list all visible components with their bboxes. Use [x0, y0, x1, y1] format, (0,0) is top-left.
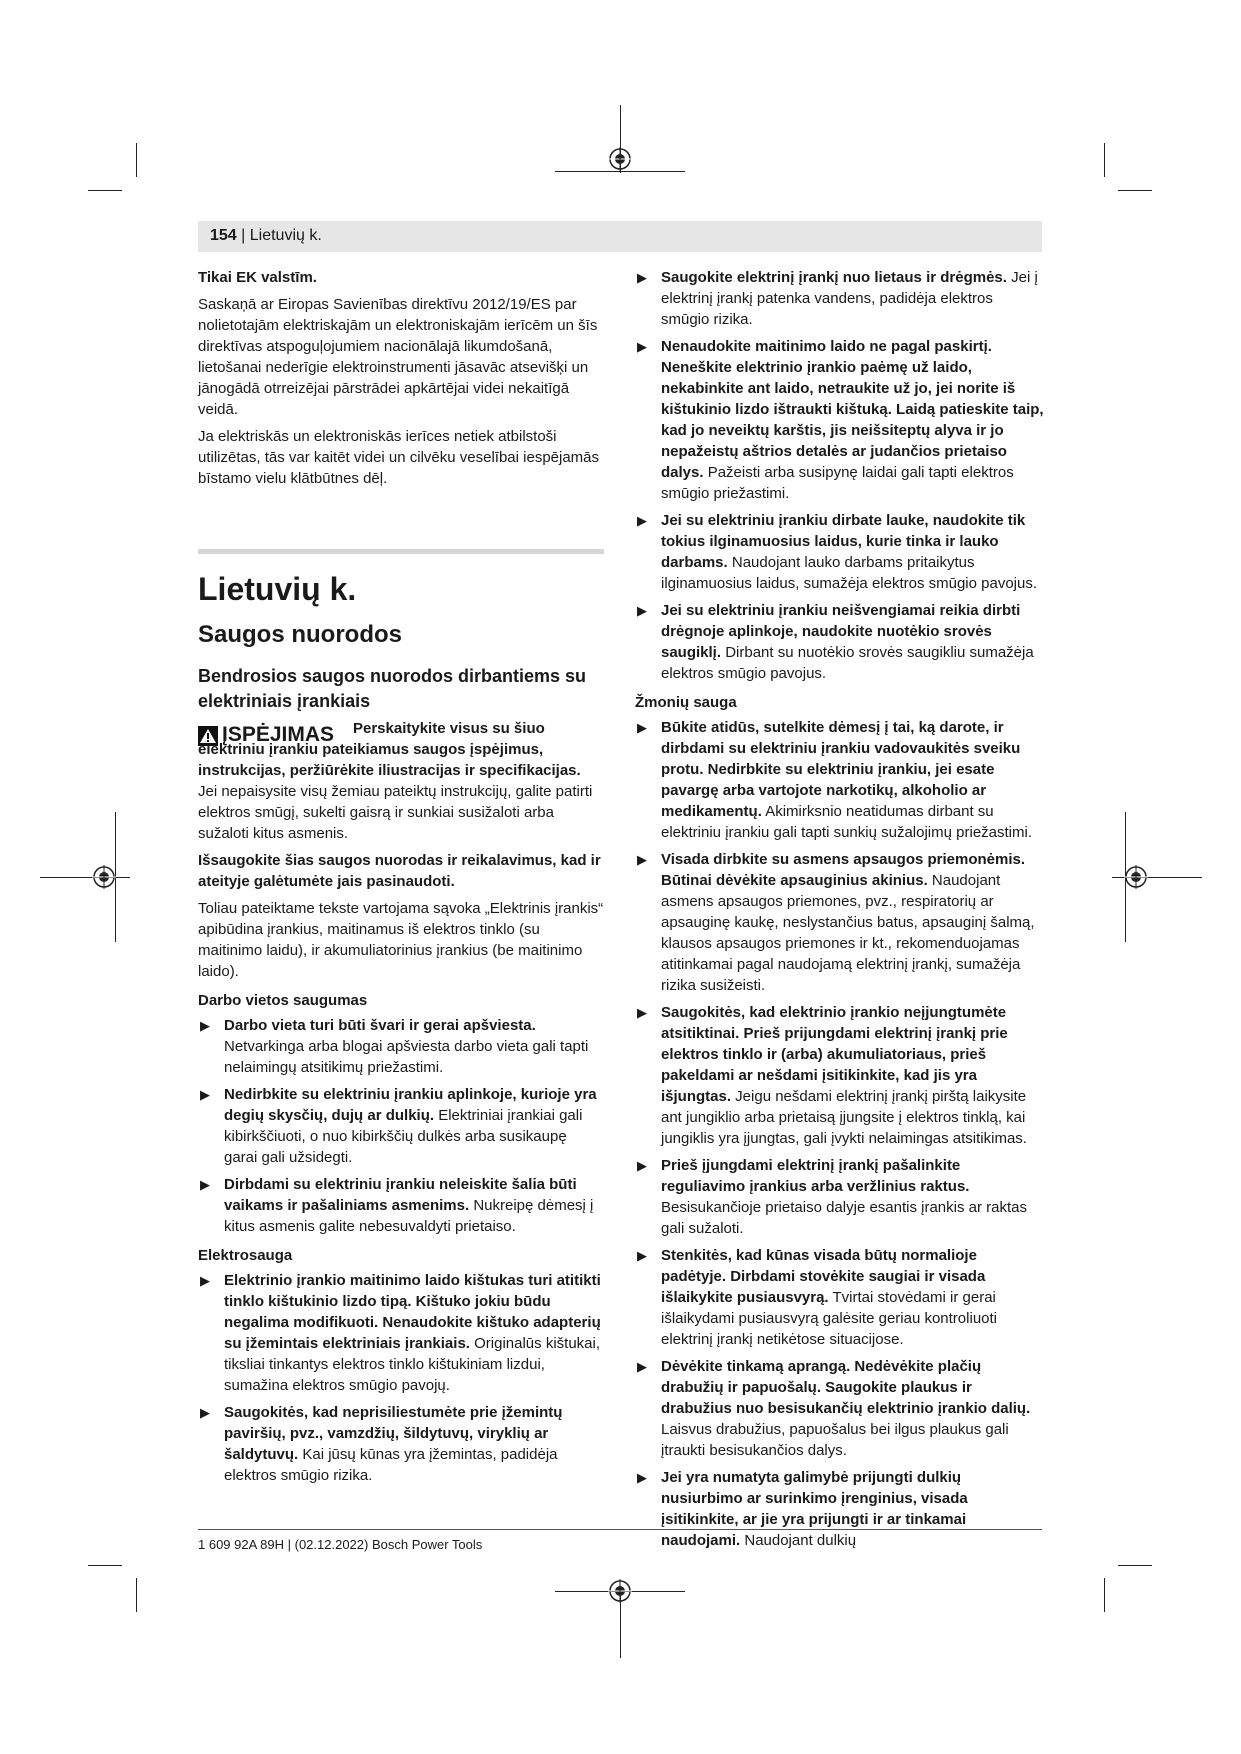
electrical-title: Elektrosauga — [198, 1247, 293, 1264]
term-paragraph: Toliau pateiktame tekste vartojama sąvoka „Elektrinis įrankis“ apibūdina įrankius, maitinamus iš elektros tinklo (su maitinimo laidu), ir akumuliatorinius įrankius (be maitinimo laido). — [198, 900, 604, 980]
page-footer: 1 609 92A 89H | (02.12.2022) Bosch Power Tools — [198, 1537, 483, 1552]
section-divider — [198, 549, 604, 554]
list-item: ▶ Dėvėkite tinkamą aprangą. Nedėvėkite plačių drabužių ir papuošalų. Saugokite plaukus ir drabužius nuo besisukančių elektrinio įrankio dalių. Laisvus drabužius, papuošalus bei ilgus plaukus gali įtraukti besisukančios dalys. — [637, 1358, 1031, 1459]
ek-title: Tikai EK valstīm. — [198, 269, 317, 286]
ek-paragraph: Saskaņā ar Eiropas Savienības direktīvu 2012/19/ES par nolietotajām elektriskajām un elektroniskajām ierīcēm un šīs direktīvas atspoguļojumiem nacionālajā likumdošanā, lietošanai nederīgie elektroinstrumenti jāsavāc atsevišķi un jānogādā otrreizējai pārstrādei apkārtējai videi nekaitīgā veidā. — [198, 296, 598, 418]
ek-paragraph: Ja elektriskās un elektroniskās ierīces netiek atbilstoši utilizētas, tās var kaitēt videi un cilvēku veselībai iespējamās bīstamo vielu klātbūtnes dēļ. — [198, 428, 600, 487]
personal-safety-list — [635, 717, 1045, 1551]
list-item: ▶ Stenkitės, kad kūnas visada būtų normalioje padėtyje. Dirbdami stovėkite saugiai ir visada išlaikykite pusiausvyrą. Tvirtai stovėdami ir gerai išlaikydami pusiausvyrą galėsite geriau kontroliuoti elektrinį įrankį netikėtose situacijose. — [637, 1247, 997, 1348]
list-item: ▶ Prieš įjungdami elektrinį įrankį pašalinkite reguliavimo įrankius arba veržlinius raktus. Besisukančioje prietaiso dalyje esantis įrankis ar raktas gali sužaloti. — [637, 1157, 1028, 1237]
registration-mark-icon — [608, 1579, 632, 1603]
electrical-list — [198, 1270, 604, 1486]
crop-mark — [40, 877, 130, 878]
general-safety-heading: Bendrosios saugos nuorodos dirbantiems su elektriniais įrankiais — [198, 666, 587, 711]
warning-label: ĮSPĖJIMAS — [222, 723, 335, 746]
list-item: ▶ Nenaudokite maitinimo laido ne pagal paskirtį. Neneškite elektrinio įrankio paėmę už laido, nekabinkite ant laido, netraukite už jo, jei norite iš kištukinio lizdo ištraukti kištuką. Laidą patieskite taip, kad jo neveiktų karštis, jis neišsiteptų alyva ir jo nepažeistų aštrios detalės ar judančios prietaiso dalys. Pažeisti arba susipynę laidai gali tapti elektros smūgio priežastimi. — [637, 338, 1044, 502]
list-item: ▶ Būkite atidūs, sutelkite dėmesį į tai, ką darote, ir dirbdami su elektriniu įrankiu vadovaukitės sveiku protu. Nedirbkite su elektriniu įrankiu, jei esate pavargę arba vartojote narkotikų, alkoholio ar medikamentų. Akimirksnio neatidumas dirbant su elektriniu įrankiu gali tapti sunkių sužalojimų priežastimi. — [637, 719, 1032, 841]
list-item: ▶ Dirbdami su elektriniu įrankiu neleiskite šalia būti vaikams ir pašaliniams asmenims. Nukreipę dėmesį į kitus asmenis galite nebesuvaldyti prietaiso. — [200, 1176, 594, 1235]
page-number: 154 — [210, 227, 237, 244]
work-area-list — [198, 1015, 604, 1237]
list-item: ▶ Visada dirbkite su asmens apsaugos priemonėmis. Būtinai dėvėkite apsauginius akinius. Naudojant asmens apsaugos priemones, pvz., respiratorių ar apsauginę kaukę, neslystančius batus, apsauginį šalmą, klausos apsaugos priemones ir kt., rekomenduojamas atitinkamai pagal naudojamą elektrinį įrankį, sumažėja rizika susižeisti. — [637, 851, 1035, 994]
crop-mark — [136, 1578, 137, 1612]
list-item: ▶ Jei yra numatyta galimybė prijungti dulkių nusiurbimo ar surinkimo įrenginius, visada įsitikinkite, ar jie yra prijungti ir ar tinkamai naudojami. Naudojant dulkių — [637, 1469, 968, 1549]
list-item: ▶ Nedirbkite su elektriniu įrankiu aplinkoje, kurioje yra degių skysčių, dujų ar dulkių. Elektriniai įrankiai gali kibirkščiuoti, o nuo kibirkščių dulkės arba susikaupę garai gali užsidegti. — [200, 1086, 597, 1166]
list-item: ▶ Elektrinio įrankio maitinimo laido kištukas turi atitikti tinklo kištukinio lizdo tipą. Kištuko jokiu būdu negalima modifikuoti. Nenaudokite kištuko adapterių su įžemintais elektriniais įrankiais. Originalūs kištukai, tiksliai tinkantys elektros tinklo kištukiniam lizdui, sumažina elektros smūgio pavojų. — [200, 1272, 601, 1394]
crop-mark — [136, 143, 137, 177]
right-column — [635, 267, 1045, 1557]
language-heading: Lietuvių k. — [198, 571, 357, 607]
personal-safety-title: Žmonių sauga — [635, 694, 737, 711]
safety-heading: Saugos nuorodos — [198, 621, 402, 648]
header-section: | Lietuvių k. — [236, 227, 322, 244]
crop-mark — [555, 171, 685, 172]
keep-instructions: Išsaugokite šias saugos nuorodas ir reikalavimus, kad ir ateityje galėtumėte jais pasinaudoti. — [198, 852, 601, 890]
work-area-title: Darbo vietos saugumas — [198, 992, 368, 1009]
crop-mark — [1118, 1565, 1152, 1566]
crop-mark — [88, 1565, 122, 1566]
crop-mark — [1104, 1578, 1105, 1612]
left-column — [198, 267, 604, 1492]
warning-text: Perskaitykite visus su šiuo elektriniu įrankiu pateikiamus saugos įspėjimus, instrukcijas, peržiūrėkite iliustracijas ir specifikacijas. Jei nepaisysite visų žemiau pateiktų instrukcijų, galite patirti elektros smūgį, sukelti gaisrą ir sunkiai susižaloti arba sužaloti kitus asmenis. — [198, 720, 593, 842]
registration-mark-icon — [608, 147, 632, 171]
registration-mark-icon — [92, 865, 116, 889]
footer-divider — [198, 1529, 1042, 1530]
crop-mark — [1104, 143, 1105, 177]
registration-mark-icon — [1124, 865, 1148, 889]
list-item: ▶ Saugokite elektrinį įrankį nuo lietaus ir drėgmės. Jei į elektrinį įrankį patenka vandens, padidėja elektros smūgio rizika. — [637, 269, 1038, 328]
list-item: ▶ Saugokitės, kad elektrinio įrankio neįjungtumėte atsitiktinai. Prieš prijungdami elektrinį įrankį prie elektros tinklo ir (arba) akumuliatoriaus, prieš pakeldami ar nešdami įsitikinkite, kad jis yra išjungtas. Jeigu nešdami elektrinį įrankį pirštą laikysite ant jungiklio arba prietaisą įjungsite į elektros tinklą, kai jungiklis yra įjungtas, gali įvykti nelaimingas atsitikimas. — [637, 1004, 1027, 1147]
list-item: ▶ Darbo vieta turi būti švari ir gerai apšviesta. Netvarkinga arba blogai apšviesta darbo vieta gali tapti nelaimingų atsitikimų priežastimi. — [200, 1017, 589, 1076]
crop-mark — [88, 190, 122, 191]
crop-mark — [1118, 190, 1152, 191]
list-item: ▶ Jei su elektriniu įrankiu neišvengiamai reikia dirbti drėgnoje aplinkoje, naudokite nuotėkio srovės saugiklį. Dirbant su nuotėkio srovės saugikliu sumažėja elektros smūgio pavojus. — [637, 602, 1034, 682]
list-item: ▶ Jei su elektriniu įrankiu dirbate lauke, naudokite tik tokius ilginamuosius laidus, kurie tinka ir lauko darbams. Naudojant lauko darbams pritaikytus ilginamuosius laidus, sumažėja elektros smūgio pavojus. — [637, 512, 1038, 592]
list-item: ▶ Saugokitės, kad neprisiliestumėte prie įžemintų paviršių, pvz., vamzdžių, šildytuvų, viryklių ar šaldytuvų. Kai jūsų kūnas yra įžemintas, padidėja elektros smūgio rizika. — [200, 1404, 563, 1484]
electrical-list-cont — [635, 267, 1045, 684]
page-header — [198, 221, 1042, 252]
